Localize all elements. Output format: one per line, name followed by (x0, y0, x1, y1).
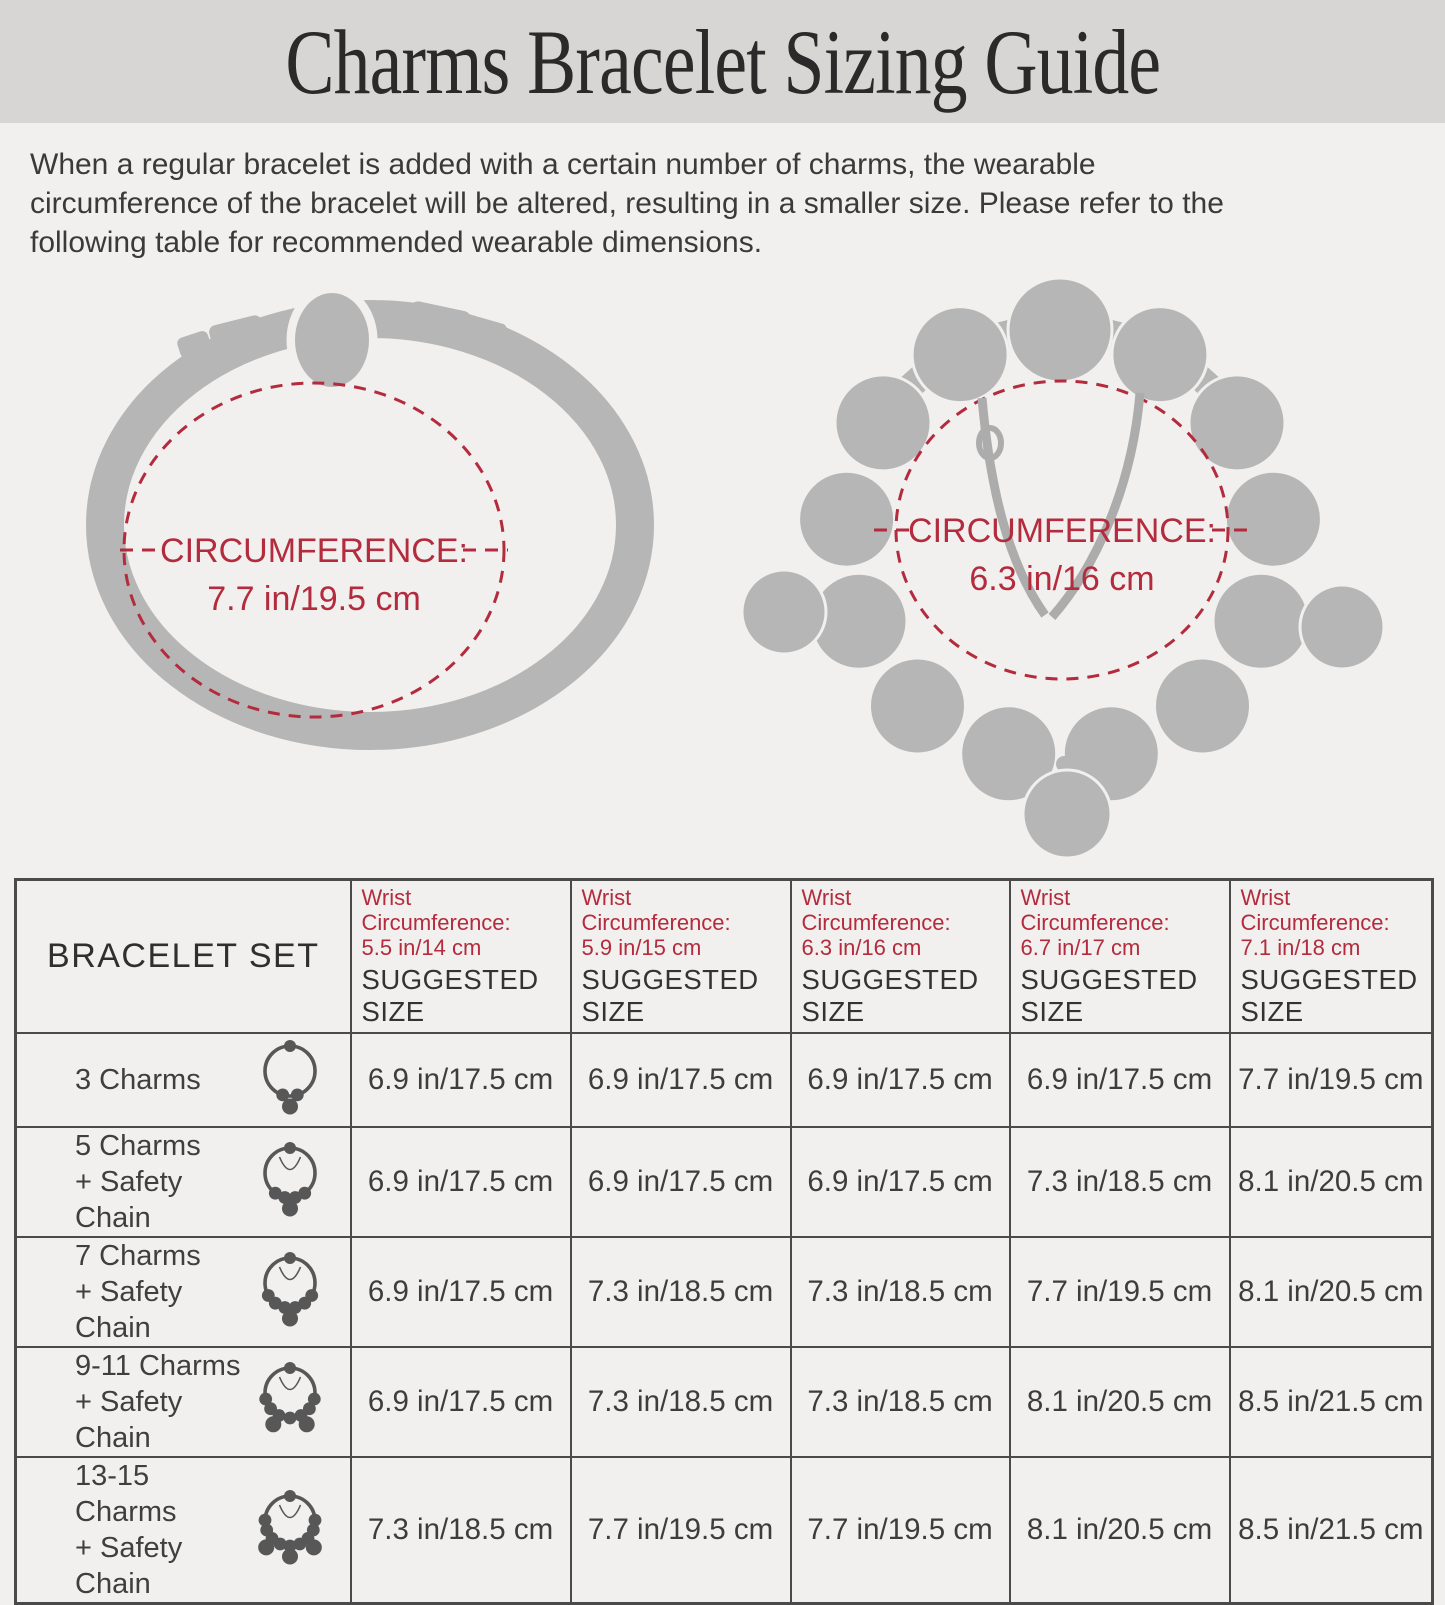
row-label: 13-15 Charms + Safety Chain (75, 1460, 183, 1600)
size-cell: 7.3 in/18.5 cm (571, 1237, 791, 1347)
dangle-charm-left (742, 570, 826, 654)
table-header-row (16, 880, 1433, 1034)
size-cell: 7.7 in/19.5 cm (1230, 1033, 1433, 1127)
size-cell: 8.5 in/21.5 cm (1230, 1457, 1433, 1604)
column-header-15cm (571, 880, 791, 1034)
bracelet-5-charms-safety-chain-icon (254, 1143, 326, 1221)
suggested-size-label: SUGGESTED SIZE (361, 964, 539, 1027)
column-header-16cm (791, 880, 1010, 1034)
bracelet-9-11-charms-safety-chain-icon (254, 1363, 326, 1441)
plain-bracelet-silhouette (50, 288, 690, 828)
size-cell: 7.7 in/19.5 cm (571, 1457, 791, 1604)
column-header-14cm (351, 880, 571, 1034)
dangle-charm-bottom (1023, 770, 1111, 858)
header-band (0, 0, 1445, 123)
column-header-18cm (1230, 880, 1433, 1034)
page-title: Charms Bracelet Sizing Guide (285, 10, 1160, 113)
bracelet-set-header: BRACELET SET (16, 880, 351, 1034)
suggested-size-label: SUGGESTED SIZE (1020, 964, 1198, 1027)
suggested-size-label: SUGGESTED SIZE (801, 964, 979, 1027)
size-cell: 6.9 in/17.5 cm (351, 1127, 571, 1237)
size-cell: 6.9 in/17.5 cm (571, 1033, 791, 1127)
size-cell: 8.1 in/20.5 cm (1230, 1237, 1433, 1347)
sizing-table (14, 878, 1434, 1605)
size-cell: 7.7 in/19.5 cm (1010, 1237, 1230, 1347)
size-cell: 8.5 in/21.5 cm (1230, 1347, 1433, 1457)
row-label: 3 Charms (75, 1064, 201, 1096)
intro-line-3: following table for recommended wearable dimensions. (30, 226, 763, 259)
size-cell: 7.3 in/18.5 cm (1010, 1127, 1230, 1237)
dangle-charm-right (1300, 585, 1384, 669)
size-cell: 6.9 in/17.5 cm (351, 1347, 571, 1457)
wrist-circumference-label: Wrist Circumference: 5.5 in/14 cm (361, 885, 511, 960)
size-cell: 7.3 in/18.5 cm (791, 1347, 1010, 1457)
suggested-size-label: SUGGESTED SIZE (581, 964, 759, 1027)
size-cell: 8.1 in/20.5 cm (1010, 1457, 1230, 1604)
size-cell: 6.9 in/17.5 cm (791, 1127, 1010, 1237)
row-label: 5 Charms + Safety Chain (75, 1130, 201, 1234)
bracelet-13-15-charms-safety-chain-icon (254, 1491, 326, 1569)
size-cell: 6.9 in/17.5 cm (791, 1033, 1010, 1127)
suggested-size-label: SUGGESTED SIZE (1240, 964, 1418, 1027)
size-cell: 7.7 in/19.5 cm (791, 1457, 1010, 1604)
size-cell: 8.1 in/20.5 cm (1230, 1127, 1433, 1237)
bracelet-3-charms-icon (254, 1041, 326, 1119)
row-label: 7 Charms + Safety Chain (75, 1240, 201, 1344)
size-cell: 7.3 in/18.5 cm (351, 1457, 571, 1604)
size-cell: 6.9 in/17.5 cm (351, 1033, 571, 1127)
table-row (16, 1347, 1433, 1457)
charms-circumference-label: CIRCUMFERENCE: (908, 512, 1216, 550)
wrist-circumference-label: Wrist Circumference: 7.1 in/18 cm (1240, 885, 1390, 960)
size-cell: 7.3 in/18.5 cm (571, 1347, 791, 1457)
size-cell: 8.1 in/20.5 cm (1010, 1347, 1230, 1457)
table-row (16, 1033, 1433, 1127)
wrist-circumference-label: Wrist Circumference: 5.9 in/15 cm (581, 885, 731, 960)
charms-circumference-value: 6.3 in/16 cm (969, 560, 1155, 598)
size-cell: 7.3 in/18.5 cm (791, 1237, 1010, 1347)
row-label: 9-11 Charms + Safety Chain (75, 1350, 241, 1454)
plain-circumference-value: 7.7 in/19.5 cm (207, 580, 421, 618)
table-row (16, 1127, 1433, 1237)
wrist-circumference-label: Wrist Circumference: 6.3 in/16 cm (801, 885, 951, 960)
size-cell: 6.9 in/17.5 cm (351, 1237, 571, 1347)
intro-line-1: When a regular bracelet is added with a certain number of charms, the wearable (30, 148, 1096, 181)
charm-bracelet-silhouette (740, 278, 1400, 868)
size-cell: 6.9 in/17.5 cm (571, 1127, 791, 1237)
table-row (16, 1457, 1433, 1604)
table-row (16, 1237, 1433, 1347)
intro-line-2: circumference of the bracelet will be altered, resulting in a smaller size. Please refer to the (30, 187, 1224, 220)
intro-paragraph (30, 145, 1224, 262)
wrist-circumference-label: Wrist Circumference: 6.7 in/17 cm (1020, 885, 1170, 960)
bracelet-7-charms-safety-chain-icon (254, 1253, 326, 1331)
size-cell: 6.9 in/17.5 cm (1010, 1033, 1230, 1127)
column-header-17cm (1010, 880, 1230, 1034)
plain-circumference-label: CIRCUMFERENCE: (160, 532, 468, 570)
